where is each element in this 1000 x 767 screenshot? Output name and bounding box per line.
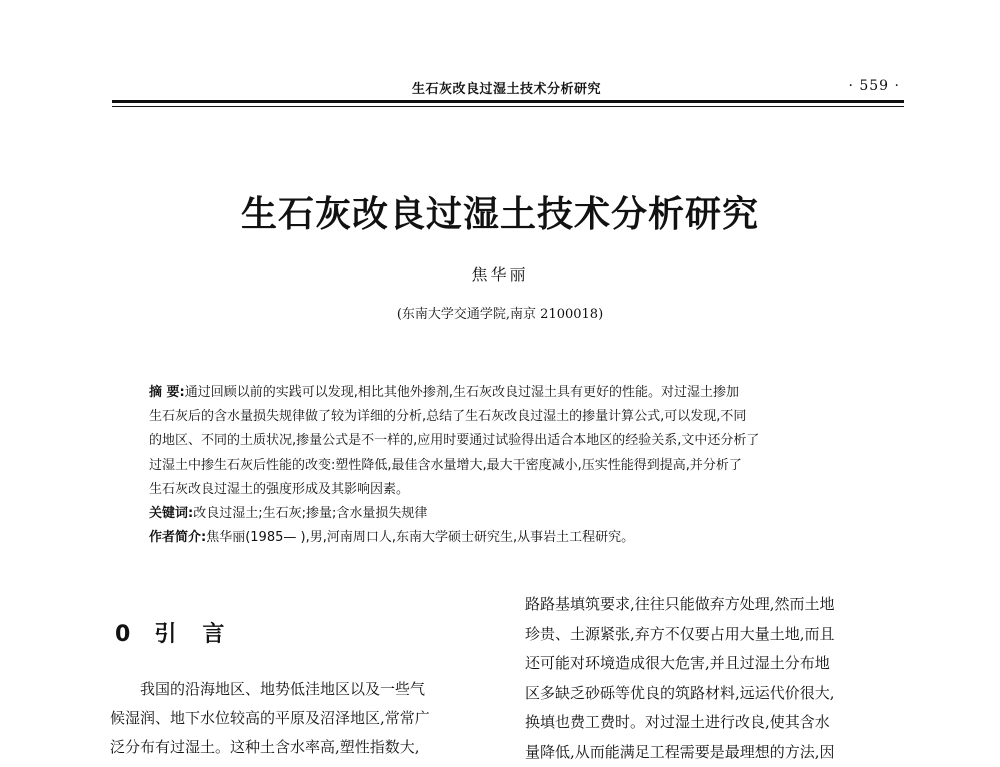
header-rule-thick [112,100,904,103]
body-column-right [525,590,910,767]
running-header [112,78,904,100]
header-rule-thin [112,106,904,107]
body-line: 珍贵、土源紧张,弃方不仅要占用大量土地,而且 [525,620,910,650]
author-name: 焦华丽 [0,262,1000,285]
abstract-line: 过湿土中掺生石灰后性能的改变:塑性降低,最佳含水量增大,最大干密度减小,压实性能得到提高,并分析了 [149,458,742,473]
keywords [149,502,891,526]
keywords-label: 关键词: [149,506,193,521]
article-title: 生石灰改良过湿土技术分析研究 [0,186,1000,237]
abstract [149,381,891,502]
body-line: 量降低,从而能满足工程需要是最理想的方法,因 [525,738,910,767]
page-number: · 559 · [848,78,900,94]
author-bio-text: 焦华丽(1985— ),男,河南周口人,东南大学硕士研究生,从事岩土工程研究。 [206,530,634,545]
author-bio [149,526,891,550]
abstract-label: 摘 要: [149,385,185,400]
section-title: 引言 [154,622,250,647]
body-line: 泛分布有过湿土。这种土含水率高,塑性指数大, [110,733,492,762]
section-heading [115,617,250,648]
body-column-left [110,675,492,762]
running-title: 生石灰改良过湿土技术分析研究 [412,78,601,97]
abstract-line: 通过回顾以前的实践可以发现,相比其他外掺剂,生石灰改良过湿土具有更好的性能。对过湿土掺加 [185,385,739,400]
body-line: 还可能对环境造成很大危害,并且过湿土分布地 [525,649,910,679]
author-bio-label: 作者简介: [149,530,206,545]
abstract-line: 生石灰后的含水量损失规律做了较为详细的分析,总结了生石灰改良过湿土的掺量计算公式,可以发现,不同 [149,409,746,424]
body-line: 候湿润、地下水位较高的平原及沼泽地区,常常广 [110,704,492,733]
body-line: 区多缺乏砂砾等优良的筑路材料,远运代价很大, [525,679,910,709]
section-number: 0 [115,622,130,647]
abstract-line: 生石灰改良过湿土的强度形成及其影响因素。 [149,482,409,497]
body-line: 换填也费工费时。对过湿土进行改良,使其含水 [525,708,910,738]
author-affiliation: (东南大学交通学院,南京 2100018) [0,303,1000,322]
keywords-text: 改良过湿土;生石灰;掺量;含水量损失规律 [193,506,427,521]
body-line: 路路基填筑要求,往往只能做弃方处理,然而土地 [525,590,910,620]
abstract-block [149,381,891,550]
body-line: 我国的沿海地区、地势低洼地区以及一些气 [110,675,492,704]
abstract-line: 的地区、不同的土质状况,掺量公式是不一样的,应用时要通过试验得出适合本地区的经验关系,文中还分析了 [149,433,759,448]
